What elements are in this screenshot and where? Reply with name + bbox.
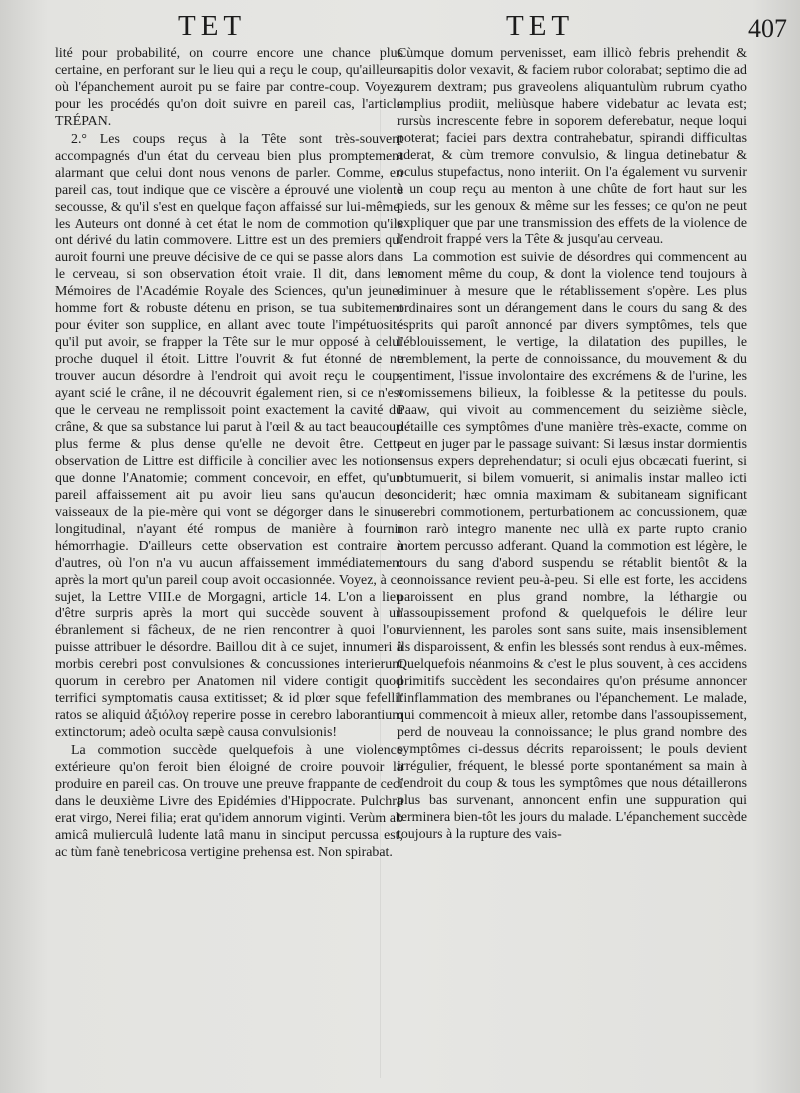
running-header: [0, 6, 800, 42]
paragraph: La commotion succède quelquefois à une violence extérieure qu'on feroit bien éloigné de croire pouvoir la produire en pareil cas. On trouve une preuve frappante de ceci dans le deuxième Livre des Epidémies d'Hippocrate. Pulchra erat virgo, Nerei filia; erat qu'idem annorum viginti. Verùm ab amicâ mulierculâ ludente latâ manu in sinciput percussa est, ac tùm fanè tenebricosa vertigine prehensa est. Non spirabat.: [55, 743, 403, 860]
page-number: 407: [748, 14, 787, 43]
running-head-right: TET: [506, 10, 575, 42]
paragraph: La commotion est suivie de désordres qui commencent au moment même du coup, & dont la violence tend toujours à diminuer à mesure que le rétablissement s'opère. Les plus ordinaires sont un dérangement dans le cours du sang & des esprits qui paroît annoncé par divers symptômes, tels que l'éblouissement, le vertige, la dilatation des pupilles, le tremblement, la perte de connoissance, du mouvement & du sentiment, l'issue involontaire des excrémens & de l'urine, les vomissemens bilieux, la foiblesse & la petitesse du pouls. Paaw, qui vivoit au commencement du seizième siècle, détaille ces symptômes d'une manière très-exacte, comme on peut en juger par le passage suivant: Si læsus instar dormientis sensus expers deprehendatur; si oculi ejus obcæcati fuerint, si obtumuerit, si bilem vomuerit, si animalis instar malleo icti conciderit; hæc omnia maximam & subitaneam significant cerebri commotionem, perturbationem ac concussionem, quæ non rarò integro manente nec ullà ex parte rupto cranio mortem percusso adferant. Quand la commotion est légère, le cours du sang d'abord suspendu se rétablit bientôt & la connoissance revient peu-à-peu. Si elle est forte, les accidens paroissent en plus grand nombre, la léthargie ou l'assoupissement profond & quelquefois le délire leur surviennent, les paroles sont sans suite, mais insensiblement ils disparoissent, & enfin les blessés sont rendus à eux-mêmes. Quelquefois néanmoins & c'est le plus souvent, à ces accidens primitifs succèdent les secondaires qu'on présume annoncer l'inflammation des membranes ou l'épanchement. Le malade, qui commencoit à mieux aller, retombe dans l'assoupissement, perd de nouveau la connoissance; le plus grand nombre des symptômes ci-dessus décrits reparoissent; le pouls devient irrégulier, fréquent, le blessé porte spontanément sa main à l'endroit du coup & tous les symptômes que nous détaillerons plus bas survenant, annoncent enfin une suppuration qui terminera bien-tôt les jours du malade. L'épanchement succède toujours à la rupture des vais-: [397, 250, 747, 842]
right-column: [397, 46, 747, 844]
paragraph: 2.° Les coups reçus à la Tête sont très-souvent accompagnés d'un état du cerveau bien plus promptement alarmant que celui dont nous venons de parler. Comme, en pareil cas, tout indique que ce viscère a éprouvé une violente secousse, & qu'il s'est en quelque façon affaissé sur lui-même, les Auteurs ont donné à cet état le nom de commotion qu'ils ont dérivé du latin commovere. Littre est un des premiers qui auroit fourni une preuve décisive de ce qui se passe alors dans le cerveau, si son observation étoit vraie. Il dit, dans les Mémoires de l'Académie Royale des Sciences, qu'un jeune-homme fort & robuste détenu en prison, se tua subitement pour éviter son supplice, en allant avec toute l'impétuosité qu'il put avoir, se frapper la Tête sur le mur opposé à celui proche duquel il étoit. Littre l'ouvrit & fut étonné de ne trouver aucun désordre à l'endroit qui avoit reçu le coup; ayant scié le crâne, il ne découvrit également rien, si ce n'est que le cerveau ne remplissoit point exactement la cavité du crâne, & que sa substance lui parut à l'œil & au tact beaucoup plus ferme & plus dense qu'elle ne devoit être. Cette observation de Littre est difficile à concilier avec les notions que donne l'Anatomie; comment concevoir, en effet, qu'un pareil affaissement ait pu avoir lieu sans qu'aucun des vaisseaux de la pie-mère qui vont se dégorger dans le sinus longitudinal, n'ayant été rompus de manière à fournir hémorrhagie. D'ailleurs cette observation est contraire à d'autres, où l'on n'a vu aucun affaissement immédiatement après la mort qu'un pareil coup avoit occasionnée. Voyez, à ce sujet, la Lettre VIII.e de Morgagni, article 14. L'on a lieu d'être surpris après la mort qui succède souvent à un ébranlement si fâcheux, de ne rien rencontrer à quoi l'on puisse attribuer le désordre. Baillou dit à ce sujet, innumeri à morbis cerebri post convulsiones & concussiones interierunt quorum in cerebro per Anatomen nil videre contigit quod terrifici symptomatis causa extitisset; & id plœr sque fefellit ratos se aliquid ἀξιόλογ reperire posse in cerebro laborantium extinctorum; adeò oculta sæpè causa convulsionis!: [55, 131, 403, 741]
running-head-left: TET: [178, 10, 247, 42]
paragraph: lité pour probabilité, on courre encore une chance plus certaine, en perforant sur le lieu qui a reçu le coup, qu'ailleurs où l'épanchement auroit pu se faire par contre-coup. Voyez, pour les procédés qu'on doit suivre en pareil cas, l'article TRÉPAN.: [55, 46, 403, 129]
left-column: [55, 46, 403, 862]
paragraph: Cùmque domum pervenisset, eam illicò febris prehendit & capitis dolor vexavit, & faciem rubor colorabat; septimo die ad aurem dextram; pus graveolens aliquantulùm rubrum cyatho amplius prodiit, meliùsque habere videbatur ac levata est; rursùs increscente febre in soporem deferebatur, neque loqui poterat; faciei pars dextra contrahebatur, spirandi difficultas aderat, & cùm tremore convulsio, & lingua detinebatur & oculus stupefactus, nono interiit. On l'a également vu survenir à un coup reçu au menton à une chûte de fort haut sur les pieds, sur les genoux & même sur les fesses; ce qu'on ne peut expliquer que par une transmission des effets de la violence de l'endroit frappé vers la Tête & jusqu'au cerveau.: [397, 46, 747, 248]
